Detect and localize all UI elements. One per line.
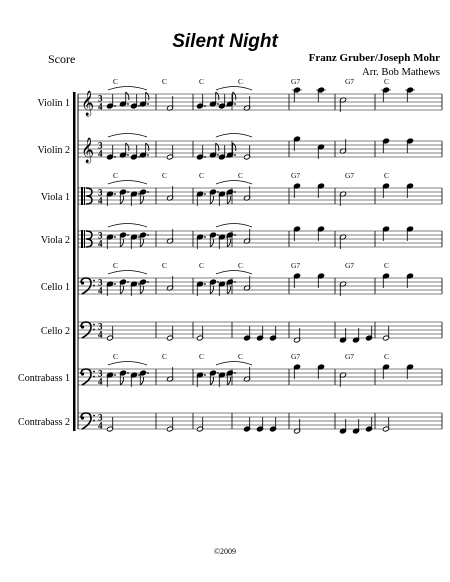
slur bbox=[216, 181, 252, 185]
augmentation-dot bbox=[217, 234, 219, 236]
note-flag bbox=[146, 143, 149, 151]
alto-clef-icon bbox=[81, 187, 83, 205]
augmentation-dot bbox=[127, 154, 129, 156]
note-flag bbox=[233, 143, 236, 151]
augmentation-dot bbox=[204, 236, 206, 238]
note-flag bbox=[216, 143, 219, 151]
augmentation-dot bbox=[217, 154, 219, 156]
time-signature-top: 3 bbox=[98, 368, 103, 379]
augmentation-dot bbox=[138, 193, 140, 195]
bass-clef-icon bbox=[81, 281, 84, 284]
staff-1 bbox=[78, 77, 442, 116]
bass-clef-icon bbox=[81, 372, 84, 375]
augmentation-dot bbox=[217, 191, 219, 193]
chord-symbol: C bbox=[199, 261, 205, 270]
time-signature-bottom: 4 bbox=[98, 195, 103, 206]
augmentation-dot bbox=[114, 193, 116, 195]
note-flag bbox=[233, 92, 236, 100]
augmentation-dot bbox=[204, 105, 206, 107]
copyright-notice: ©2009 bbox=[213, 547, 237, 556]
staff-8 bbox=[78, 413, 442, 434]
time-signature-top: 3 bbox=[98, 187, 103, 198]
staff-3 bbox=[78, 171, 442, 206]
augmentation-dot bbox=[114, 156, 116, 158]
augmentation-dot bbox=[147, 281, 149, 283]
treble-clef-icon: 𝄞 bbox=[81, 137, 95, 162]
augmentation-dot bbox=[127, 234, 129, 236]
augmentation-dot bbox=[138, 105, 140, 107]
chord-symbol: C bbox=[162, 352, 168, 361]
alto-clef-icon bbox=[84, 187, 85, 205]
time-signature-bottom: 4 bbox=[98, 329, 103, 340]
chord-symbol: C bbox=[162, 171, 168, 180]
alto-clef-icon bbox=[81, 230, 83, 248]
time-signature-top: 3 bbox=[98, 230, 103, 241]
augmentation-dot bbox=[234, 103, 236, 105]
augmentation-dot bbox=[204, 374, 206, 376]
bass-clef-icon bbox=[81, 325, 84, 328]
augmentation-dot bbox=[204, 193, 206, 195]
time-signature-top: 3 bbox=[98, 93, 103, 104]
staff-2 bbox=[78, 134, 442, 164]
bass-clef-icon bbox=[93, 420, 95, 422]
instrument-label-contrabass-2: Contrabass 2 bbox=[18, 417, 70, 428]
bass-clef-icon bbox=[93, 376, 95, 378]
staff-6 bbox=[78, 322, 442, 343]
augmentation-dot bbox=[234, 154, 236, 156]
staff-7 bbox=[78, 352, 442, 387]
slur bbox=[108, 134, 147, 138]
augmentation-dot bbox=[114, 374, 116, 376]
augmentation-dot bbox=[204, 156, 206, 158]
chord-symbol: G7 bbox=[291, 171, 301, 180]
chord-symbol: C bbox=[384, 171, 390, 180]
augmentation-dot bbox=[147, 191, 149, 193]
slur bbox=[216, 134, 252, 138]
augmentation-dot bbox=[114, 236, 116, 238]
augmentation-dot bbox=[234, 191, 236, 193]
time-signature-top: 3 bbox=[98, 140, 103, 151]
time-signature-bottom: 4 bbox=[98, 101, 103, 112]
instrument-label-contrabass-1: Contrabass 1 bbox=[18, 373, 70, 384]
augmentation-dot bbox=[138, 236, 140, 238]
time-signature-bottom: 4 bbox=[98, 238, 103, 249]
instrument-label-viola-2: Viola 2 bbox=[40, 235, 70, 246]
chord-symbol: C bbox=[162, 77, 168, 86]
composer-credit: Franz Gruber/Joseph Mohr bbox=[308, 52, 440, 64]
augmentation-dot bbox=[147, 234, 149, 236]
chord-symbol: C bbox=[199, 77, 205, 86]
staff-5 bbox=[78, 261, 442, 296]
augmentation-dot bbox=[217, 103, 219, 105]
chord-symbol: G7 bbox=[291, 77, 301, 86]
bass-clef-icon bbox=[93, 280, 95, 282]
augmentation-dot bbox=[147, 103, 149, 105]
slur bbox=[108, 181, 147, 185]
instrument-label-cello-1: Cello 1 bbox=[40, 282, 70, 293]
augmentation-dot bbox=[147, 372, 149, 374]
chord-symbol: C bbox=[238, 171, 244, 180]
augmentation-dot bbox=[217, 281, 219, 283]
augmentation-dot bbox=[114, 105, 116, 107]
chord-symbol: C bbox=[238, 352, 244, 361]
time-signature-top: 3 bbox=[98, 277, 103, 288]
time-signature-bottom: 4 bbox=[98, 285, 103, 296]
chord-symbol: C bbox=[199, 171, 205, 180]
time-signature-bottom: 4 bbox=[98, 420, 103, 431]
slur bbox=[216, 224, 252, 228]
augmentation-dot bbox=[147, 154, 149, 156]
system-bracket bbox=[73, 92, 76, 431]
note-flag bbox=[126, 92, 129, 100]
slur bbox=[108, 224, 147, 228]
bass-clef-icon bbox=[81, 416, 84, 419]
chord-symbol: C bbox=[238, 261, 244, 270]
chord-symbol: G7 bbox=[345, 261, 355, 270]
note-flag bbox=[126, 143, 129, 151]
chord-symbol: C bbox=[238, 77, 244, 86]
chord-symbol: C bbox=[162, 261, 168, 270]
chord-symbol: G7 bbox=[291, 352, 301, 361]
augmentation-dot bbox=[127, 103, 129, 105]
arranger-credit: Arr. Bob Mathews bbox=[362, 67, 440, 78]
chord-symbol: C bbox=[384, 77, 390, 86]
chord-symbol: C bbox=[384, 261, 390, 270]
instrument-label-cello-2: Cello 2 bbox=[40, 326, 70, 337]
alto-clef-icon bbox=[84, 230, 85, 248]
augmentation-dot bbox=[234, 281, 236, 283]
note-flag bbox=[146, 92, 149, 100]
slur bbox=[108, 362, 147, 366]
bass-clef-icon bbox=[93, 285, 95, 287]
bass-clef-icon bbox=[93, 415, 95, 417]
augmentation-dot bbox=[138, 156, 140, 158]
time-signature-bottom: 4 bbox=[98, 148, 103, 159]
slur bbox=[216, 87, 252, 91]
chord-symbol: C bbox=[199, 352, 205, 361]
augmentation-dot bbox=[127, 372, 129, 374]
instrument-label-violin-1: Violin 1 bbox=[37, 98, 70, 109]
score-label: Score bbox=[48, 52, 76, 66]
bass-clef-icon bbox=[93, 329, 95, 331]
augmentation-dot bbox=[234, 234, 236, 236]
chord-symbol: G7 bbox=[345, 352, 355, 361]
score-title: Silent Night bbox=[172, 31, 278, 52]
slur bbox=[216, 362, 252, 366]
augmentation-dot bbox=[127, 281, 129, 283]
slur bbox=[108, 271, 147, 275]
note-flag bbox=[216, 92, 219, 100]
chord-symbol: G7 bbox=[345, 77, 355, 86]
time-signature-bottom: 4 bbox=[98, 376, 103, 387]
treble-clef-icon: 𝄞 bbox=[81, 90, 95, 115]
time-signature-top: 3 bbox=[98, 321, 103, 332]
augmentation-dot bbox=[217, 372, 219, 374]
chord-symbol: C bbox=[113, 77, 119, 86]
chord-symbol: C bbox=[113, 261, 119, 270]
augmentation-dot bbox=[127, 191, 129, 193]
instrument-label-violin-2: Violin 2 bbox=[37, 145, 70, 156]
instrument-label-viola-1: Viola 1 bbox=[40, 192, 70, 203]
augmentation-dot bbox=[114, 283, 116, 285]
slur bbox=[108, 87, 147, 91]
chord-symbol: C bbox=[113, 171, 119, 180]
chord-symbol: C bbox=[384, 352, 390, 361]
augmentation-dot bbox=[204, 283, 206, 285]
slur bbox=[216, 271, 252, 275]
chord-symbol: G7 bbox=[345, 171, 355, 180]
augmentation-dot bbox=[138, 283, 140, 285]
time-signature-top: 3 bbox=[98, 412, 103, 423]
bass-clef-icon bbox=[93, 324, 95, 326]
chord-symbol: G7 bbox=[291, 261, 301, 270]
augmentation-dot bbox=[234, 372, 236, 374]
augmentation-dot bbox=[138, 374, 140, 376]
chord-symbol: C bbox=[113, 352, 119, 361]
bass-clef-icon bbox=[93, 371, 95, 373]
staff-4 bbox=[78, 224, 442, 250]
